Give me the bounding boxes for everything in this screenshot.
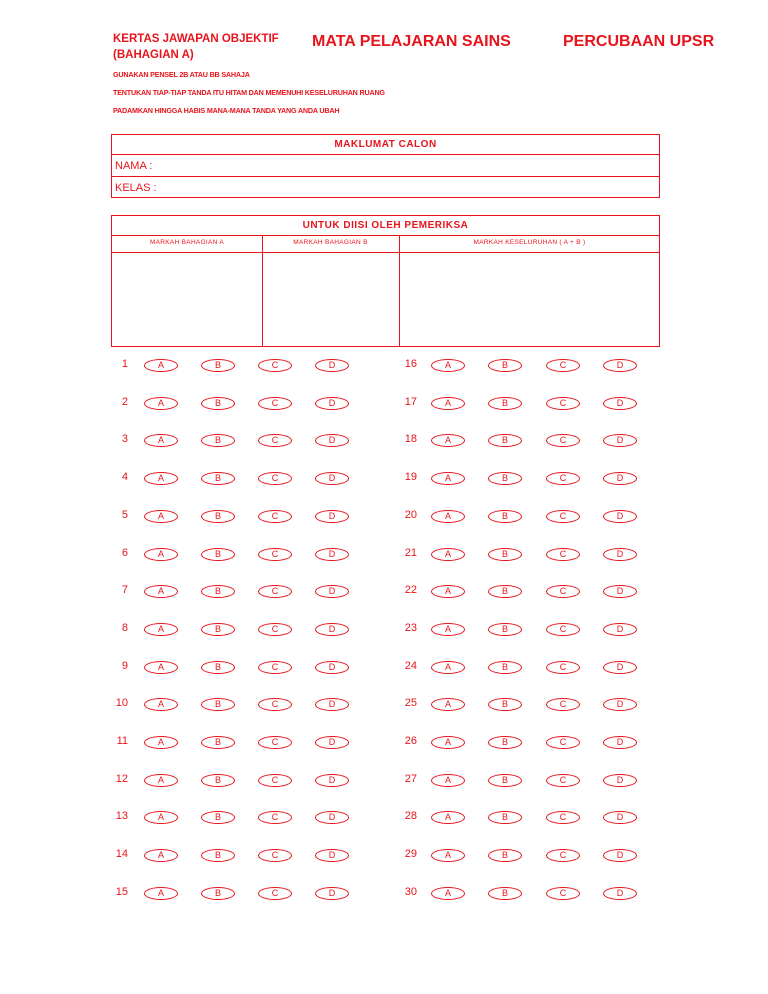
answer-bubble-c[interactable]: C [546,434,580,447]
answer-bubble-b[interactable]: B [201,849,235,862]
answer-bubble-b[interactable]: B [488,472,522,485]
answer-bubble-d[interactable]: D [315,472,349,485]
question-number: 16 [404,358,417,370]
answer-bubble-b[interactable]: B [201,472,235,485]
question-number: 30 [404,885,417,898]
answer-bubble-a[interactable]: A [144,849,178,862]
answer-bubble-d[interactable]: D [315,623,349,636]
answer-bubble-b[interactable]: B [488,736,522,749]
answer-bubble-d[interactable]: D [603,887,637,900]
answer-bubble-b[interactable]: B [488,359,522,372]
question-number: 19 [404,471,417,484]
answer-bubble-a[interactable]: A [144,472,178,485]
answer-bubble-d[interactable]: D [603,698,637,711]
answer-bubble-a[interactable]: A [431,397,465,410]
question-number: 1 [121,358,128,370]
answer-bubble-a[interactable]: A [431,510,465,523]
answer-bubble-b[interactable]: B [201,661,235,674]
answer-bubble-c[interactable]: C [258,698,292,711]
answer-bubble-b[interactable]: B [488,434,522,447]
instruction-1: GUNAKAN PENSEL 2B ATAU BB SAHAJA [113,70,250,79]
answer-bubble-d[interactable]: D [603,736,637,749]
answer-bubble-b[interactable]: B [201,774,235,787]
answer-bubble-c[interactable]: C [258,548,292,561]
answer-bubble-b[interactable]: B [488,585,522,598]
question-number: 12 [115,772,128,785]
title-line-1: KERTAS JAWAPAN OBJEKTIF [113,33,279,45]
answer-bubble-c[interactable]: C [546,510,580,523]
answer-bubble-a[interactable]: A [431,548,465,561]
answer-bubble-d[interactable]: D [603,585,637,598]
question-number: 2 [121,395,128,408]
candidate-info-title: MAKLUMAT CALON [334,139,437,150]
answer-bubble-a[interactable]: A [144,661,178,674]
answer-bubble-a[interactable]: A [431,736,465,749]
answer-bubble-d[interactable]: D [315,698,349,711]
answer-bubble-b[interactable]: B [488,698,522,711]
answer-bubble-b[interactable]: B [201,811,235,824]
answer-bubble-a[interactable]: A [144,698,178,711]
answer-bubble-b[interactable]: B [201,397,235,410]
answer-bubble-c[interactable]: C [258,736,292,749]
answer-bubble-a[interactable]: A [431,623,465,636]
mark-total-header: MARKAH KESELURUHAN ( A + B ) [473,239,586,246]
mark-part-b-header: MARKAH BAHAGIAN B [293,239,368,246]
answer-bubble-b[interactable]: B [201,548,235,561]
answer-bubble-d[interactable]: D [315,849,349,862]
answer-bubble-c[interactable]: C [258,774,292,787]
answer-bubble-d[interactable]: D [315,736,349,749]
answer-bubble-a[interactable]: A [431,585,465,598]
answer-bubble-c[interactable]: C [258,849,292,862]
question-number: 15 [115,885,128,898]
title-line-2: (BAHAGIAN A) [113,49,194,61]
column-divider [399,235,400,346]
question-number: 5 [121,508,128,521]
question-number: 13 [115,810,128,823]
answer-bubble-c[interactable]: C [546,548,580,561]
answer-bubble-b[interactable]: B [201,359,235,372]
question-number: 11 [116,735,128,747]
question-number: 6 [121,546,128,559]
answer-bubble-c[interactable]: C [546,887,580,900]
answer-bubble-c[interactable]: C [546,397,580,410]
class-field[interactable]: KELAS : [112,176,659,199]
answer-bubble-b[interactable]: B [488,548,522,561]
answer-bubble-c[interactable]: C [258,585,292,598]
answer-bubble-c[interactable]: C [546,585,580,598]
answer-bubble-b[interactable]: B [201,510,235,523]
answer-bubble-a[interactable]: A [431,661,465,674]
answer-bubble-c[interactable]: C [546,359,580,372]
answer-bubble-d[interactable]: D [603,623,637,636]
answer-bubble-a[interactable]: A [144,811,178,824]
answer-bubble-c[interactable]: C [546,623,580,636]
answer-bubble-c[interactable]: C [546,472,580,485]
question-number: 18 [404,433,417,446]
answer-bubble-a[interactable]: A [431,434,465,447]
answer-bubble-d[interactable]: D [315,661,349,674]
answer-bubble-b[interactable]: B [488,811,522,824]
question-number: 29 [404,848,417,861]
answer-bubble-c[interactable]: C [546,736,580,749]
answer-bubble-c[interactable]: C [258,359,292,372]
answer-bubble-c[interactable]: C [258,623,292,636]
question-number: 25 [404,697,417,710]
answer-bubble-b[interactable]: B [488,849,522,862]
answer-bubble-a[interactable]: A [144,397,178,410]
question-number: 22 [404,584,417,597]
answer-bubble-d[interactable]: D [315,510,349,523]
question-number: 28 [404,810,417,823]
answer-bubble-a[interactable]: A [144,548,178,561]
question-number: 27 [404,772,417,785]
answer-bubble-a[interactable]: A [144,585,178,598]
answer-bubble-c[interactable]: C [546,661,580,674]
question-number: 20 [404,508,417,521]
question-number: 8 [121,621,128,634]
answer-bubble-c[interactable]: C [258,472,292,485]
name-field[interactable]: NAMA : [112,154,659,177]
answer-bubble-a[interactable]: A [431,811,465,824]
answer-bubble-b[interactable]: B [201,585,235,598]
answer-bubble-d[interactable]: D [603,472,637,485]
exam-title: PERCUBAAN UPSR [563,33,715,50]
question-number: 21 [404,546,417,559]
answer-bubble-c[interactable]: C [258,434,292,447]
answer-bubble-d[interactable]: D [315,887,349,900]
answer-bubble-a[interactable]: A [144,510,178,523]
answer-bubble-d[interactable]: D [603,548,637,561]
answer-bubble-d[interactable]: D [603,397,637,410]
answer-bubble-b[interactable]: B [488,397,522,410]
answer-bubble-a[interactable]: A [144,774,178,787]
answer-bubble-d[interactable]: D [603,510,637,523]
answer-bubble-d[interactable]: D [315,774,349,787]
answer-bubble-d[interactable]: D [603,774,637,787]
question-number: 9 [121,659,128,672]
answer-bubble-c[interactable]: C [258,661,292,674]
question-number: 14 [115,848,128,861]
answer-bubble-b[interactable]: B [488,774,522,787]
answer-bubble-a[interactable]: A [431,849,465,862]
question-number: 7 [121,584,128,597]
examiner-box-title: UNTUK DIISI OLEH PEMERIKSA [302,220,469,231]
answer-bubble-c[interactable]: C [546,849,580,862]
answer-bubble-d[interactable]: D [315,585,349,598]
answer-bubble-a[interactable]: A [431,698,465,711]
answer-bubble-b[interactable]: B [201,434,235,447]
question-number: 3 [121,433,128,446]
answer-bubble-d[interactable]: D [603,661,637,674]
answer-bubble-a[interactable]: A [144,736,178,749]
answer-bubble-c[interactable]: C [258,510,292,523]
examiner-box [111,215,660,347]
answer-bubble-d[interactable]: D [603,359,637,372]
answer-bubble-a[interactable]: A [144,359,178,372]
mark-part-a-header: MARKAH BAHAGIAN A [149,239,225,246]
answer-bubble-d[interactable]: D [603,811,637,824]
question-number: 4 [121,471,128,484]
answer-bubble-c[interactable]: C [546,774,580,787]
answer-bubble-b[interactable]: B [201,887,235,900]
answer-bubble-a[interactable]: A [431,887,465,900]
answer-bubble-a[interactable]: A [144,623,178,636]
answer-bubble-a[interactable]: A [144,887,178,900]
answer-bubble-a[interactable]: A [431,359,465,372]
answer-bubble-a[interactable]: A [144,434,178,447]
question-number: 10 [115,697,128,710]
answer-sheet-title [113,31,279,63]
answer-bubble-b[interactable]: B [488,623,522,636]
answer-bubble-a[interactable]: A [431,472,465,485]
answer-bubble-d[interactable]: D [315,434,349,447]
answer-bubble-d[interactable]: D [315,548,349,561]
answer-bubble-d[interactable]: D [603,849,637,862]
answer-bubble-c[interactable]: C [258,397,292,410]
answer-bubble-d[interactable]: D [315,397,349,410]
answer-bubble-a[interactable]: A [431,774,465,787]
subject-title: MATA PELAJARAN SAINS [312,33,511,50]
answer-bubble-d[interactable]: D [603,434,637,447]
candidate-info-box [111,134,660,198]
instruction-2: TENTUKAN TIAP-TIAP TANDA ITU HITAM DAN MEMENUHI KESELURUHAN RUANG [113,88,385,97]
question-number: 24 [404,659,417,672]
answer-bubble-d[interactable]: D [315,811,349,824]
answer-bubble-c[interactable]: C [258,887,292,900]
answer-bubble-c[interactable]: C [258,811,292,824]
instruction-3: PADAMKAN HINGGA HABIS MANA-MANA TANDA YANG ANDA UBAH [113,106,340,115]
answer-bubble-d[interactable]: D [315,359,349,372]
answer-bubble-b[interactable]: B [488,887,522,900]
question-number: 23 [404,621,417,634]
answer-bubble-b[interactable]: B [201,698,235,711]
answer-bubble-b[interactable]: B [488,661,522,674]
question-number: 17 [404,395,417,408]
answer-bubble-b[interactable]: B [201,736,235,749]
column-divider [262,235,263,346]
answer-bubble-b[interactable]: B [201,623,235,636]
answer-bubble-c[interactable]: C [546,698,580,711]
question-number: 26 [404,735,417,747]
answer-bubble-c[interactable]: C [546,811,580,824]
answer-bubble-b[interactable]: B [488,510,522,523]
